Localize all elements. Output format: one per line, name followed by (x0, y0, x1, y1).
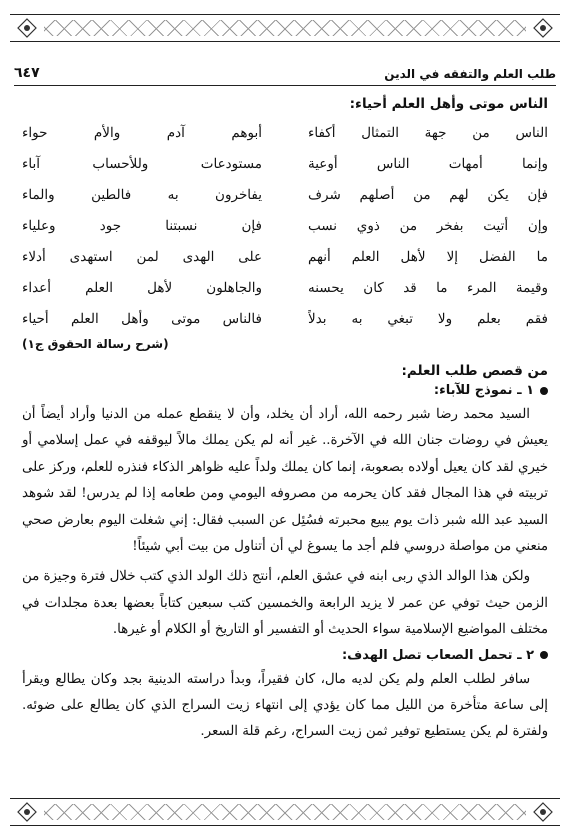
verse-second-hemistich: فالناس موتى وأهل العلم أحياء (22, 311, 262, 327)
verse-first-hemistich: وقيمة المرء ما قد كان يحسنه (308, 280, 548, 296)
running-title: طلب العلم والتفقه في الدين (384, 67, 556, 81)
bottom-ornamental-border (10, 798, 560, 826)
verse-second-hemistich: أبوهم آدم والأم حواء (22, 125, 262, 141)
corner-ornament-icon (532, 801, 554, 823)
story-paragraph: ولكن هذا الوالد الذي ربى ابنه في عشق العلم، أنتج ذلك الولد الذي كتب خلال فترة وجيزة من الزمن حيث توفي عن عمر لا يزيد الرابعة والخمسين كتب سبعين كتاباً بعضها بعدة مجلدات في مختلف المواضيع الإسلامية سواء الحديث أو التفسير أو التاريخ أو الكلام أو غيرها. (22, 569, 548, 638)
verse-first-hemistich: فإن يكن لهم من أصلهم شرف (308, 187, 548, 203)
poem-verse (22, 149, 548, 180)
poem-verse (22, 180, 548, 211)
lattice-pattern (44, 804, 526, 820)
verse-second-hemistich: على الهدى لمن استهدى أدلاء (22, 249, 262, 265)
verse-first-hemistich: ما الفضل إلا لأهل العلم أنهم (308, 249, 548, 265)
story-paragraph: السيد محمد رضا شبر رحمه الله، أراد أن يخلد، وأن لا ينقطع عمله من الدنيا وأراد أيضاً أن يعيش في روضات جنان الله في الآخرة.. غير أنه لم يكن يملك مالاً ليوقفه في عمل إسلامي أو خيري لقد كان يعيل أولاده بصعوبة، إنما كان يملك ولداً عليه ظواهر الذكاء فنذره للعلم، وركز على تربيته في هذا المجال فقد كان يحرمه من مصروفه اليومي ومن طعامه إذا لم يدرس! لقد شوهد السيد عبد الله شبر ذات يوم يبيع محبرته فسُئِل عن السبب فقال: إني شغلت اليوم بعارض صحي منعني من مواصلة دروسي فلم أجد ما يسوغ لي أن أتناول من بيت أبي شيئاً! (22, 407, 548, 555)
poem-verse (22, 211, 548, 242)
poem-title: الناس موتى وأهل العلم أحياء: (349, 96, 548, 112)
poem-source: (شرح رسالة الحقوق ج١) (22, 337, 169, 351)
corner-ornament-icon (16, 801, 38, 823)
verse-first-hemistich: فقم بعلم ولا تبغي به بدلاً (308, 311, 548, 327)
lattice-pattern (44, 20, 526, 36)
page-header (14, 58, 556, 86)
corner-ornament-icon (16, 17, 38, 39)
verse-second-hemistich: فإن نسبتنا جود وعلياء (22, 218, 262, 234)
verse-second-hemistich: مستودعات وللأحساب آباء (22, 156, 262, 172)
poem-verse (22, 242, 548, 273)
poem-verse (22, 273, 548, 304)
corner-ornament-icon (532, 17, 554, 39)
verse-first-hemistich: وإن أتيت بفخر من ذوي نسب (308, 218, 548, 234)
page-number: ٦٤٧ (14, 65, 40, 81)
poem-verse (22, 118, 548, 149)
story-heading (22, 648, 548, 663)
bullet-icon (540, 651, 548, 659)
verse-first-hemistich: الناس من جهة التمثال أكفاء (308, 125, 548, 141)
bullet-icon (540, 387, 548, 395)
story-heading-text: ١ ـ نموذج للآباء: (433, 383, 534, 398)
poem-verse (22, 304, 548, 335)
top-ornamental-border (10, 14, 560, 42)
verse-first-hemistich: وإنما أمهات الناس أوعية (308, 156, 548, 172)
poem (22, 118, 548, 335)
verse-second-hemistich: يفاخرون به فالطين والماء (22, 187, 262, 203)
story-heading (22, 383, 548, 398)
page-body (22, 96, 548, 746)
story-paragraph: سافر لطلب العلم ولم يكن لديه مال، كان فقيراً، وبدأ دراسته الدينية بجد وكان يطالع ويقرأ إلى ساعة متأخرة من الليل مما كان يؤدي إلى انتهاء زيت السراج الذي كان يطالع على ضوئه. ولفترة لم يكن يستطيع توفير ثمن زيت السراج، رغم قلة السعر. (22, 671, 548, 740)
verse-second-hemistich: والجاهلون لأهل العلم أعداء (22, 280, 262, 296)
stories-title: من قصص طلب العلم: (401, 363, 548, 379)
story-heading-text: ٢ ـ تحمل الصعاب تصل الهدف: (341, 647, 534, 663)
